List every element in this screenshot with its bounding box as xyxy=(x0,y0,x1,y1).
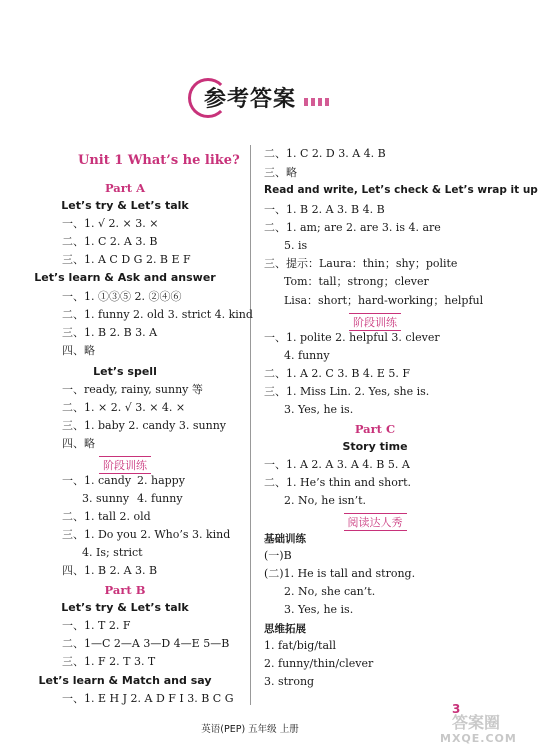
part-c-heading: Part C xyxy=(354,422,396,436)
answer-row: Lisa：short；hard-working；helpful xyxy=(284,294,484,307)
sub-heading: Let’s try & Let’s talk xyxy=(61,199,189,212)
answer-row: 一、1. ①③⑤ 2. ②④⑥ xyxy=(62,290,182,303)
answer-row: 一、1. A 2. A 3. A 4. B 5. A xyxy=(264,458,410,471)
answer-row: 一、1. B 2. A 3. B 4. B xyxy=(264,203,385,216)
answer-row: 1. fat/big/tall xyxy=(264,639,337,652)
answer-row: 三、1. baby 2. candy 3. sunny xyxy=(62,419,226,432)
answer-row: 3. strong xyxy=(264,675,315,688)
answer-row: 二、1. C 2. A 3. B xyxy=(62,235,158,248)
answer-row: 三、1. B 2. B 3. A xyxy=(62,326,158,339)
answer-row: 四、略 xyxy=(62,344,95,357)
answer-row: 三、略 xyxy=(264,166,297,179)
answer-row: Tom：tall；strong；clever xyxy=(284,275,429,288)
answer-row: 一、1. polite 2. helpful 3. clever xyxy=(264,331,440,344)
answer-row: 一、1. √ 2. × 3. × xyxy=(62,217,159,230)
header-banner xyxy=(180,80,320,118)
answer-row: 2. happy xyxy=(137,474,185,487)
answer-row: 3. Yes, he is. xyxy=(284,603,354,616)
section-label: 阅读达人秀 xyxy=(250,513,500,531)
sub-heading: Let’s learn & Ask and answer xyxy=(34,271,216,284)
answer-row: 二、1. funny 2. old 3. strict 4. kind xyxy=(62,308,253,321)
answer-row: (二)1. He is tall and strong. xyxy=(264,567,416,580)
page-number: 3 xyxy=(452,702,461,716)
banner-dots-decoration xyxy=(304,98,332,106)
answer-row: 二、1. C 2. D 3. A 4. B xyxy=(264,147,386,160)
answer-row: 3. Yes, he is. xyxy=(284,403,354,416)
answer-row: 一、1. E H J 2. A D F I 3. B C G xyxy=(62,692,234,705)
answer-row: 二、1. tall 2. old xyxy=(62,510,151,523)
answer-row: 二、1. am; are 2. are 3. is 4. are xyxy=(264,221,441,234)
answer-row: 4. Is; strict xyxy=(82,546,143,559)
answer-row: 一、1. candy xyxy=(62,474,132,487)
answer-row: 二、1. He’s thin and short. xyxy=(264,476,412,489)
answer-row: 一、ready, rainy, sunny 等 xyxy=(62,383,203,396)
watermark: 答案圈 MXQE.COM xyxy=(440,713,517,745)
answer-row: 5. is xyxy=(284,239,308,252)
answer-row: 三、1. Do you 2. Who’s 3. kind xyxy=(62,528,231,541)
answer-row: 2. No, he isn’t. xyxy=(284,494,366,507)
sub-heading: Let’s spell xyxy=(93,365,157,378)
answer-row: 4. funny xyxy=(137,492,183,505)
answer-row: 二、1—C 2—A 3—D 4—E 5—B xyxy=(62,637,230,650)
answer-row: 三、提示：Laura：thin；shy；polite xyxy=(264,257,458,270)
page-title: 参考答案 xyxy=(204,87,297,112)
answer-row: 一、1. T 2. F xyxy=(62,619,131,632)
sub-heading: Read and write, Let’s check & Let’s wrap it up xyxy=(264,184,538,196)
answer-row: 三、1. A C D G 2. B E F xyxy=(62,253,191,266)
unit-title: Unit 1 What’s he like? xyxy=(78,153,240,168)
part-a-heading: Part A xyxy=(104,181,146,195)
answer-row: 4. funny xyxy=(284,349,330,362)
answer-row: 二、1. × 2. √ 3. × 4. × xyxy=(62,401,186,414)
section-label: 阶段训练 xyxy=(0,456,250,474)
answer-row: 四、1. B 2. A 3. B xyxy=(62,564,158,577)
answer-row: 四、略 xyxy=(62,437,95,450)
answer-row: 2. funny/thin/clever xyxy=(264,657,374,670)
sub-heading: Let’s try & Let’s talk xyxy=(61,601,189,614)
part-b-heading: Part B xyxy=(104,583,146,597)
sub-heading: Let’s learn & Match and say xyxy=(38,674,212,687)
sub-heading: 思维拓展 xyxy=(264,623,306,635)
answer-row: 2. No, she can’t. xyxy=(284,585,376,598)
sub-heading: Story time xyxy=(342,440,408,453)
answer-row: 三、1. Miss Lin. 2. Yes, she is. xyxy=(264,385,430,398)
answer-row: 二、1. A 2. C 3. B 4. E 5. F xyxy=(264,367,411,380)
answer-row: 3. sunny xyxy=(82,492,130,505)
section-label: 阶段训练 xyxy=(250,313,500,331)
page-footer: 英语(PEP) 五年级 上册 xyxy=(201,724,299,735)
sub-heading: 基础训练 xyxy=(264,533,306,545)
answer-row: (一)B xyxy=(264,549,292,562)
answer-row: 三、1. F 2. T 3. T xyxy=(62,655,156,668)
